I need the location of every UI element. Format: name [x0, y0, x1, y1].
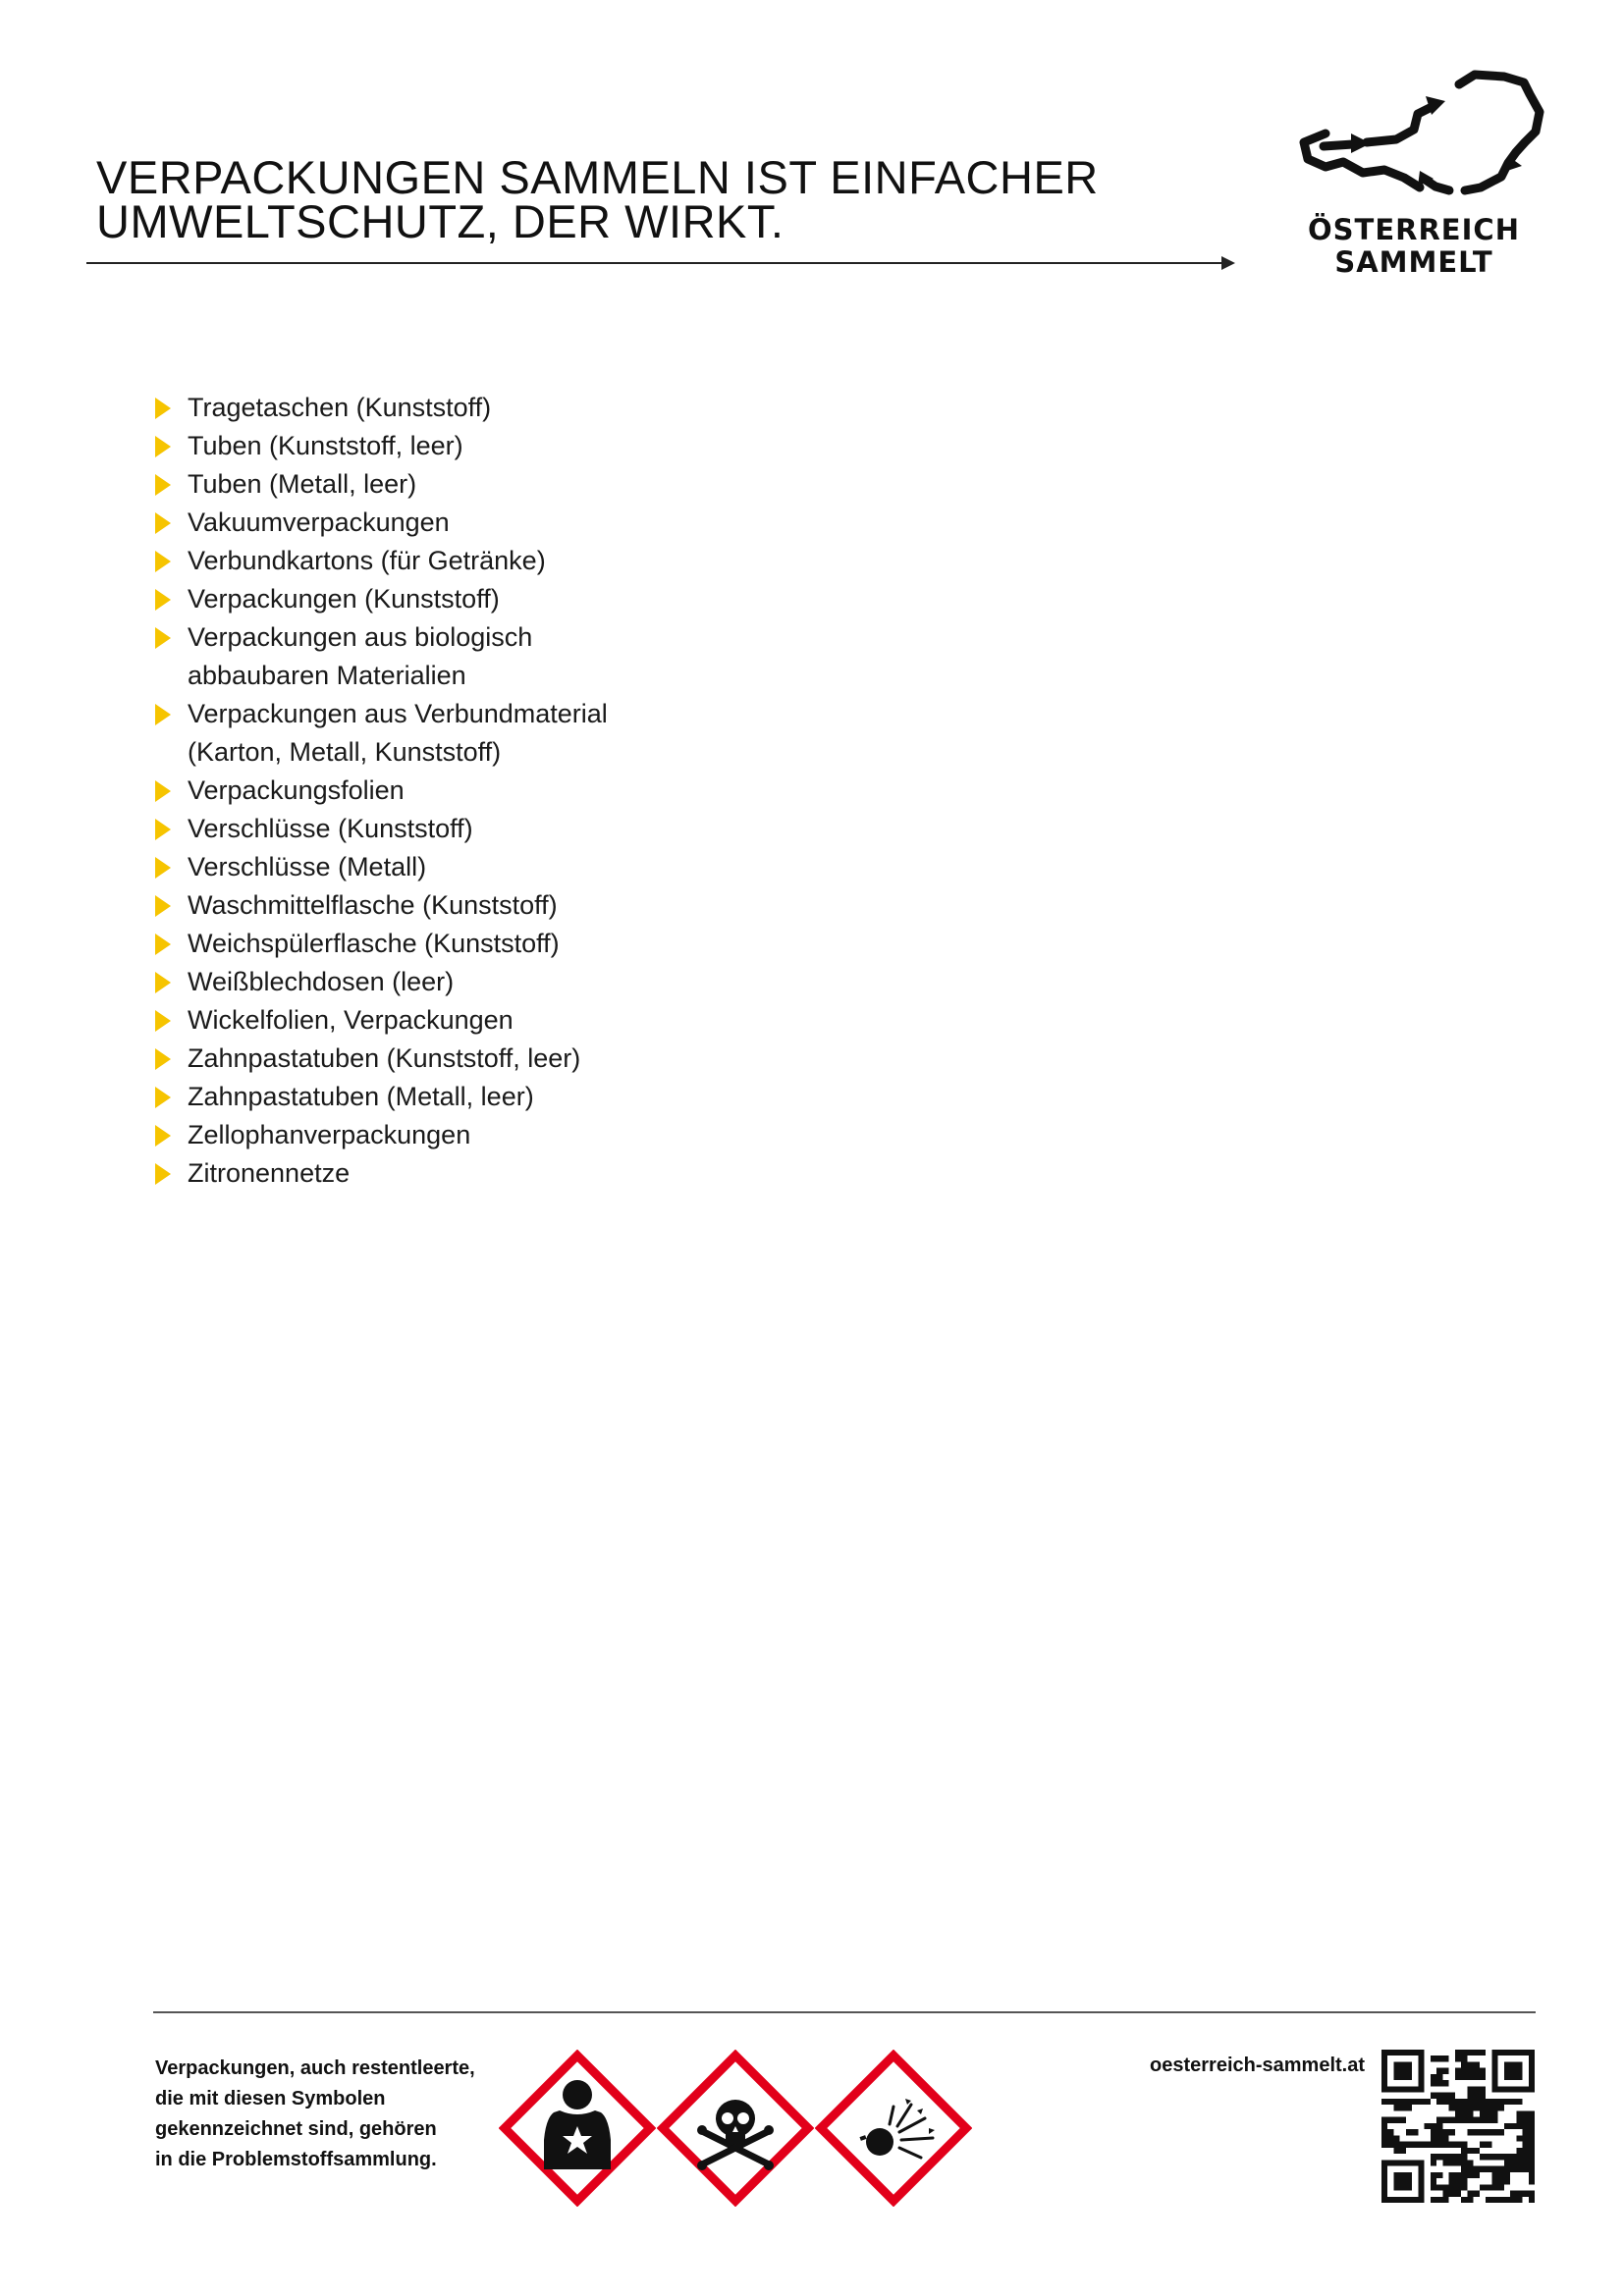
list-item-label: Zahnpastatuben (Kunststoff, leer) — [188, 1043, 581, 1073]
list-item-label: Verschlüsse (Metall) — [188, 852, 427, 881]
hazard-note-line-4: in die Problemstoffsammlung. — [155, 2149, 437, 2170]
yellow-triangle-bullet-icon — [155, 1048, 171, 1070]
hazard-note-line-2: die mit diesen Symbolen — [155, 2088, 386, 2109]
yellow-triangle-bullet-icon — [155, 1163, 171, 1185]
oesterreich-sammelt-logo — [1276, 69, 1551, 285]
list-item-label: Zahnpastatuben (Metall, leer) — [188, 1082, 534, 1111]
list-item-label: Zellophanverpackungen — [188, 1120, 471, 1149]
yellow-triangle-bullet-icon — [155, 780, 171, 802]
list-item-label: Verpackungsfolien — [188, 775, 405, 805]
list-item — [152, 580, 839, 618]
yellow-triangle-bullet-icon — [155, 1125, 171, 1147]
list-item-label: Verbundkartons (für Getränke) — [188, 546, 546, 575]
list-item — [152, 1154, 839, 1193]
yellow-triangle-bullet-icon — [155, 895, 171, 917]
list-item-label: Vakuumverpackungen — [188, 507, 450, 537]
list-item-label-continued: abbaubaren Materialien — [188, 661, 466, 690]
list-item — [152, 1078, 839, 1116]
yellow-triangle-bullet-icon — [155, 857, 171, 879]
yellow-triangle-bullet-icon — [155, 589, 171, 611]
health-hazard-icon — [499, 2050, 656, 2207]
list-item — [152, 810, 839, 848]
website-link[interactable]: oesterreich-sammelt.at — [1150, 2055, 1365, 2076]
list-item — [152, 1040, 839, 1078]
list-item-label: Tuben (Metall, leer) — [188, 469, 417, 499]
austria-map-arrows-icon — [1286, 69, 1551, 206]
yellow-triangle-bullet-icon — [155, 704, 171, 725]
list-item-label: Weichspülerflasche (Kunststoff) — [188, 929, 560, 958]
list-item-label: Tragetaschen (Kunststoff) — [188, 393, 492, 422]
list-item — [152, 1116, 839, 1154]
skull-crossbones-icon — [657, 2050, 814, 2207]
hazard-note-line-1: Verpackungen, auch restentleerte, — [155, 2057, 475, 2079]
yellow-triangle-bullet-icon — [155, 934, 171, 955]
hazard-note — [155, 2054, 528, 2175]
headline-line-1: VERPACKUNGEN SAMMELN IST EINFACHER — [96, 151, 1099, 203]
list-item — [152, 695, 839, 772]
yellow-triangle-bullet-icon — [155, 436, 171, 457]
headline-arrow-rule — [86, 253, 1235, 273]
qr-code — [1381, 2050, 1535, 2203]
list-item-label: Verpackungen aus biologisch — [188, 622, 533, 652]
yellow-triangle-bullet-icon — [155, 398, 171, 419]
list-item-label: Verpackungen (Kunststoff) — [188, 584, 500, 614]
list-item — [152, 465, 839, 504]
list-item-label: Weißblechdosen (leer) — [188, 967, 455, 996]
yellow-triangle-bullet-icon — [155, 551, 171, 572]
logo-line-2: SAMMELT — [1334, 245, 1493, 279]
list-item — [152, 963, 839, 1001]
list-item — [152, 542, 839, 580]
packaging-items-list — [152, 389, 839, 1193]
list-item — [152, 389, 839, 427]
list-item — [152, 427, 839, 465]
headline-line-2: UMWELTSCHUTZ, DER WIRKT. — [96, 195, 785, 247]
list-item — [152, 1001, 839, 1040]
list-item-label: Tuben (Kunststoff, leer) — [188, 431, 463, 460]
yellow-triangle-bullet-icon — [155, 972, 171, 993]
yellow-triangle-bullet-icon — [155, 474, 171, 496]
list-item-label: Waschmittelflasche (Kunststoff) — [188, 890, 558, 920]
list-item — [152, 925, 839, 963]
logo-line-1: ÖSTERREICH — [1308, 213, 1520, 246]
list-item-label-continued: (Karton, Metall, Kunststoff) — [188, 737, 502, 767]
logo-wordmark — [1276, 214, 1551, 279]
yellow-triangle-bullet-icon — [155, 819, 171, 840]
yellow-triangle-bullet-icon — [155, 1010, 171, 1032]
list-item — [152, 772, 839, 810]
list-item — [152, 618, 839, 695]
list-item-label: Zitronennetze — [188, 1158, 351, 1188]
exploding-bomb-icon — [815, 2050, 972, 2207]
yellow-triangle-bullet-icon — [155, 512, 171, 534]
page-headline — [96, 151, 1225, 247]
list-item — [152, 504, 839, 542]
footer-divider — [153, 2011, 1536, 2013]
yellow-triangle-bullet-icon — [155, 627, 171, 649]
list-item-label: Wickelfolien, Verpackungen — [188, 1005, 514, 1035]
list-item — [152, 848, 839, 886]
hazard-note-line-3: gekennzeichnet sind, gehören — [155, 2118, 437, 2140]
list-item — [152, 886, 839, 925]
yellow-triangle-bullet-icon — [155, 1087, 171, 1108]
list-item-label: Verpackungen aus Verbundmaterial — [188, 699, 608, 728]
list-item-label: Verschlüsse (Kunststoff) — [188, 814, 473, 843]
